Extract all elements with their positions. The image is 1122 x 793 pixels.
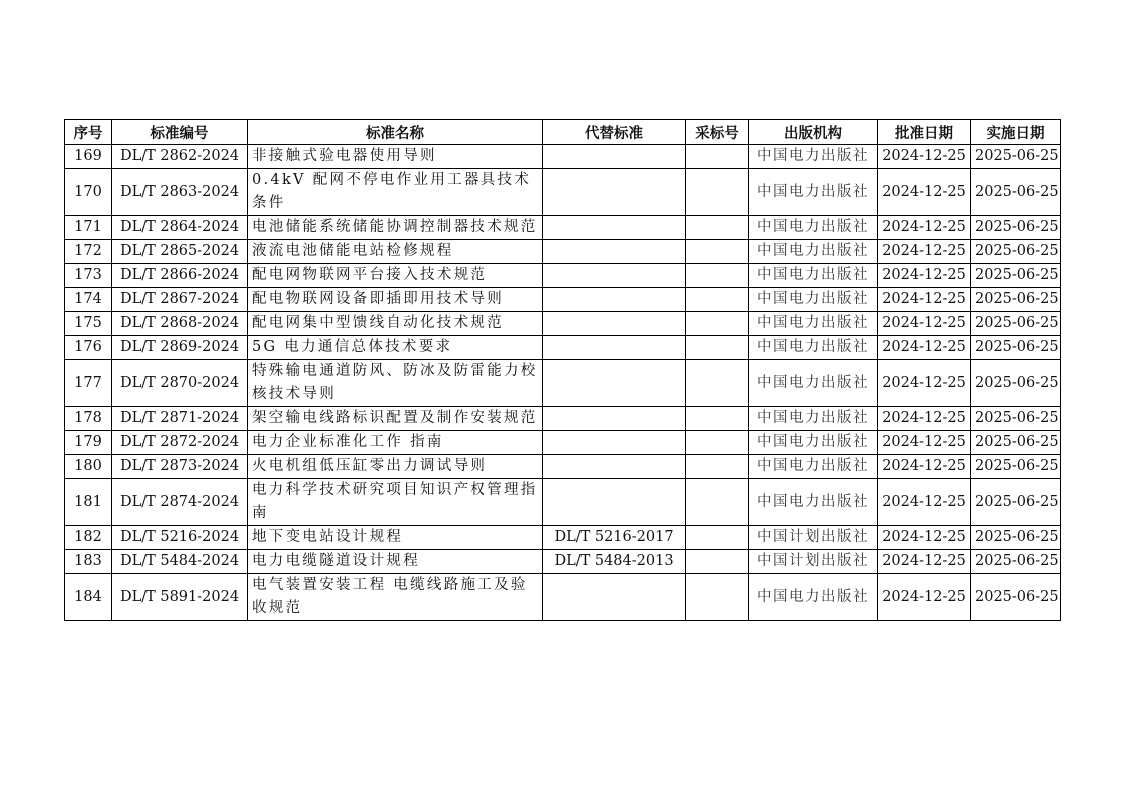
cell-approval-date: 2024-12-25 bbox=[878, 312, 971, 336]
cell-implementation-date: 2025-06-25 bbox=[971, 240, 1061, 264]
cell-approval-date: 2024-12-25 bbox=[878, 360, 971, 407]
table-row bbox=[65, 455, 1061, 479]
table-header bbox=[65, 120, 1061, 145]
cell-approval-date: 2024-12-25 bbox=[878, 407, 971, 431]
cell-publisher: 中国电力出版社 bbox=[749, 145, 878, 169]
cell-approval-date: 2024-12-25 bbox=[878, 336, 971, 360]
cell-adoption-no bbox=[686, 479, 749, 526]
cell-replaced-standard bbox=[543, 574, 686, 621]
header-serial-no: 序号 bbox=[65, 120, 112, 145]
table-row bbox=[65, 360, 1061, 407]
cell-implementation-date: 2025-06-25 bbox=[971, 288, 1061, 312]
cell-standard-code: DL/T 2864-2024 bbox=[112, 216, 248, 240]
cell-adoption-no bbox=[686, 145, 749, 169]
cell-standard-code: DL/T 2867-2024 bbox=[112, 288, 248, 312]
cell-replaced-standard bbox=[543, 312, 686, 336]
cell-adoption-no bbox=[686, 240, 749, 264]
cell-standard-code: DL/T 2862-2024 bbox=[112, 145, 248, 169]
cell-standard-name: 非接触式验电器使用导则 bbox=[248, 145, 543, 169]
cell-implementation-date: 2025-06-25 bbox=[971, 216, 1061, 240]
cell-replaced-standard bbox=[543, 360, 686, 407]
cell-standard-code: DL/T 5484-2024 bbox=[112, 550, 248, 574]
cell-standard-name: 地下变电站设计规程 bbox=[248, 526, 543, 550]
cell-standard-name: 配电网物联网平台接入技术规范 bbox=[248, 264, 543, 288]
table-row bbox=[65, 407, 1061, 431]
cell-adoption-no bbox=[686, 288, 749, 312]
cell-serial-no: 171 bbox=[65, 216, 112, 240]
cell-approval-date: 2024-12-25 bbox=[878, 145, 971, 169]
cell-implementation-date: 2025-06-25 bbox=[971, 312, 1061, 336]
cell-implementation-date: 2025-06-25 bbox=[971, 431, 1061, 455]
cell-serial-no: 177 bbox=[65, 360, 112, 407]
cell-publisher: 中国电力出版社 bbox=[749, 336, 878, 360]
cell-standard-code: DL/T 2872-2024 bbox=[112, 431, 248, 455]
cell-standard-name: 特殊输电通道防风、防冰及防雷能力校核技术导则 bbox=[248, 360, 543, 407]
header-replaced-standard: 代替标准 bbox=[543, 120, 686, 145]
cell-replaced-standard bbox=[543, 336, 686, 360]
cell-adoption-no bbox=[686, 574, 749, 621]
cell-serial-no: 174 bbox=[65, 288, 112, 312]
cell-implementation-date: 2025-06-25 bbox=[971, 479, 1061, 526]
cell-replaced-standard bbox=[543, 455, 686, 479]
cell-serial-no: 170 bbox=[65, 169, 112, 216]
cell-standard-code: DL/T 2869-2024 bbox=[112, 336, 248, 360]
cell-approval-date: 2024-12-25 bbox=[878, 216, 971, 240]
table-row bbox=[65, 574, 1061, 621]
table-row bbox=[65, 216, 1061, 240]
cell-adoption-no bbox=[686, 526, 749, 550]
cell-standard-code: DL/T 5891-2024 bbox=[112, 574, 248, 621]
table-row bbox=[65, 336, 1061, 360]
cell-standard-name: 火电机组低压缸零出力调试导则 bbox=[248, 455, 543, 479]
cell-replaced-standard bbox=[543, 431, 686, 455]
table-row bbox=[65, 240, 1061, 264]
cell-adoption-no bbox=[686, 455, 749, 479]
table-row bbox=[65, 264, 1061, 288]
cell-replaced-standard bbox=[543, 407, 686, 431]
cell-replaced-standard bbox=[543, 240, 686, 264]
table-row bbox=[65, 479, 1061, 526]
cell-serial-no: 183 bbox=[65, 550, 112, 574]
cell-implementation-date: 2025-06-25 bbox=[971, 550, 1061, 574]
cell-adoption-no bbox=[686, 360, 749, 407]
cell-replaced-standard bbox=[543, 288, 686, 312]
cell-standard-name: 5G 电力通信总体技术要求 bbox=[248, 336, 543, 360]
cell-standard-code: DL/T 2873-2024 bbox=[112, 455, 248, 479]
cell-publisher: 中国电力出版社 bbox=[749, 264, 878, 288]
cell-approval-date: 2024-12-25 bbox=[878, 455, 971, 479]
cell-serial-no: 172 bbox=[65, 240, 112, 264]
cell-adoption-no bbox=[686, 336, 749, 360]
cell-approval-date: 2024-12-25 bbox=[878, 526, 971, 550]
cell-adoption-no bbox=[686, 264, 749, 288]
cell-standard-name: 配电网集中型馈线自动化技术规范 bbox=[248, 312, 543, 336]
cell-implementation-date: 2025-06-25 bbox=[971, 526, 1061, 550]
cell-standard-code: DL/T 2870-2024 bbox=[112, 360, 248, 407]
cell-approval-date: 2024-12-25 bbox=[878, 574, 971, 621]
cell-serial-no: 178 bbox=[65, 407, 112, 431]
cell-adoption-no bbox=[686, 431, 749, 455]
cell-approval-date: 2024-12-25 bbox=[878, 288, 971, 312]
cell-standard-code: DL/T 2868-2024 bbox=[112, 312, 248, 336]
cell-publisher: 中国电力出版社 bbox=[749, 240, 878, 264]
cell-replaced-standard bbox=[543, 216, 686, 240]
cell-replaced-standard: DL/T 5484-2013 bbox=[543, 550, 686, 574]
cell-replaced-standard: DL/T 5216-2017 bbox=[543, 526, 686, 550]
cell-standard-name: 电气装置安装工程 电缆线路施工及验收规范 bbox=[248, 574, 543, 621]
cell-publisher: 中国电力出版社 bbox=[749, 455, 878, 479]
header-adoption-no: 采标号 bbox=[686, 120, 749, 145]
cell-implementation-date: 2025-06-25 bbox=[971, 169, 1061, 216]
header-publisher: 出版机构 bbox=[749, 120, 878, 145]
cell-standard-code: DL/T 2871-2024 bbox=[112, 407, 248, 431]
table-row bbox=[65, 431, 1061, 455]
cell-publisher: 中国电力出版社 bbox=[749, 574, 878, 621]
cell-serial-no: 184 bbox=[65, 574, 112, 621]
cell-implementation-date: 2025-06-25 bbox=[971, 407, 1061, 431]
cell-standard-code: DL/T 2865-2024 bbox=[112, 240, 248, 264]
cell-replaced-standard bbox=[543, 169, 686, 216]
cell-adoption-no bbox=[686, 407, 749, 431]
table-row bbox=[65, 145, 1061, 169]
cell-replaced-standard bbox=[543, 145, 686, 169]
cell-standard-name: 电池储能系统储能协调控制器技术规范 bbox=[248, 216, 543, 240]
cell-serial-no: 179 bbox=[65, 431, 112, 455]
cell-standard-name: 液流电池储能电站检修规程 bbox=[248, 240, 543, 264]
cell-standard-name: 电力电缆隧道设计规程 bbox=[248, 550, 543, 574]
cell-serial-no: 180 bbox=[65, 455, 112, 479]
header-approval-date: 批准日期 bbox=[878, 120, 971, 145]
cell-replaced-standard bbox=[543, 264, 686, 288]
cell-standard-name: 配电物联网设备即插即用技术导则 bbox=[248, 288, 543, 312]
cell-publisher: 中国电力出版社 bbox=[749, 216, 878, 240]
table-body bbox=[65, 145, 1061, 621]
header-row bbox=[65, 120, 1061, 145]
cell-publisher: 中国电力出版社 bbox=[749, 312, 878, 336]
cell-implementation-date: 2025-06-25 bbox=[971, 455, 1061, 479]
cell-standard-code: DL/T 2863-2024 bbox=[112, 169, 248, 216]
cell-adoption-no bbox=[686, 169, 749, 216]
table-row bbox=[65, 288, 1061, 312]
cell-adoption-no bbox=[686, 216, 749, 240]
cell-replaced-standard bbox=[543, 479, 686, 526]
cell-adoption-no bbox=[686, 550, 749, 574]
cell-standard-name: 电力企业标准化工作 指南 bbox=[248, 431, 543, 455]
cell-standard-code: DL/T 5216-2024 bbox=[112, 526, 248, 550]
cell-approval-date: 2024-12-25 bbox=[878, 240, 971, 264]
cell-publisher: 中国电力出版社 bbox=[749, 288, 878, 312]
header-standard-name: 标准名称 bbox=[248, 120, 543, 145]
cell-implementation-date: 2025-06-25 bbox=[971, 360, 1061, 407]
cell-standard-code: DL/T 2874-2024 bbox=[112, 479, 248, 526]
cell-approval-date: 2024-12-25 bbox=[878, 264, 971, 288]
cell-approval-date: 2024-12-25 bbox=[878, 431, 971, 455]
cell-publisher: 中国电力出版社 bbox=[749, 431, 878, 455]
cell-serial-no: 169 bbox=[65, 145, 112, 169]
cell-publisher: 中国电力出版社 bbox=[749, 169, 878, 216]
cell-serial-no: 175 bbox=[65, 312, 112, 336]
table-row bbox=[65, 550, 1061, 574]
cell-standard-name: 架空输电线路标识配置及制作安装规范 bbox=[248, 407, 543, 431]
cell-publisher: 中国电力出版社 bbox=[749, 479, 878, 526]
table-row bbox=[65, 526, 1061, 550]
cell-standard-name: 0.4kV 配网不停电作业用工器具技术条件 bbox=[248, 169, 543, 216]
cell-serial-no: 176 bbox=[65, 336, 112, 360]
cell-implementation-date: 2025-06-25 bbox=[971, 574, 1061, 621]
cell-standard-name: 电力科学技术研究项目知识产权管理指南 bbox=[248, 479, 543, 526]
cell-serial-no: 181 bbox=[65, 479, 112, 526]
cell-implementation-date: 2025-06-25 bbox=[971, 145, 1061, 169]
cell-adoption-no bbox=[686, 312, 749, 336]
cell-approval-date: 2024-12-25 bbox=[878, 169, 971, 216]
table-row bbox=[65, 169, 1061, 216]
cell-implementation-date: 2025-06-25 bbox=[971, 336, 1061, 360]
cell-approval-date: 2024-12-25 bbox=[878, 479, 971, 526]
cell-serial-no: 182 bbox=[65, 526, 112, 550]
cell-implementation-date: 2025-06-25 bbox=[971, 264, 1061, 288]
standards-table bbox=[64, 119, 1061, 621]
table-row bbox=[65, 312, 1061, 336]
cell-publisher: 中国计划出版社 bbox=[749, 550, 878, 574]
cell-approval-date: 2024-12-25 bbox=[878, 550, 971, 574]
cell-standard-code: DL/T 2866-2024 bbox=[112, 264, 248, 288]
cell-publisher: 中国电力出版社 bbox=[749, 407, 878, 431]
cell-publisher: 中国电力出版社 bbox=[749, 360, 878, 407]
header-standard-code: 标准编号 bbox=[112, 120, 248, 145]
header-implementation-date: 实施日期 bbox=[971, 120, 1061, 145]
cell-serial-no: 173 bbox=[65, 264, 112, 288]
cell-publisher: 中国计划出版社 bbox=[749, 526, 878, 550]
